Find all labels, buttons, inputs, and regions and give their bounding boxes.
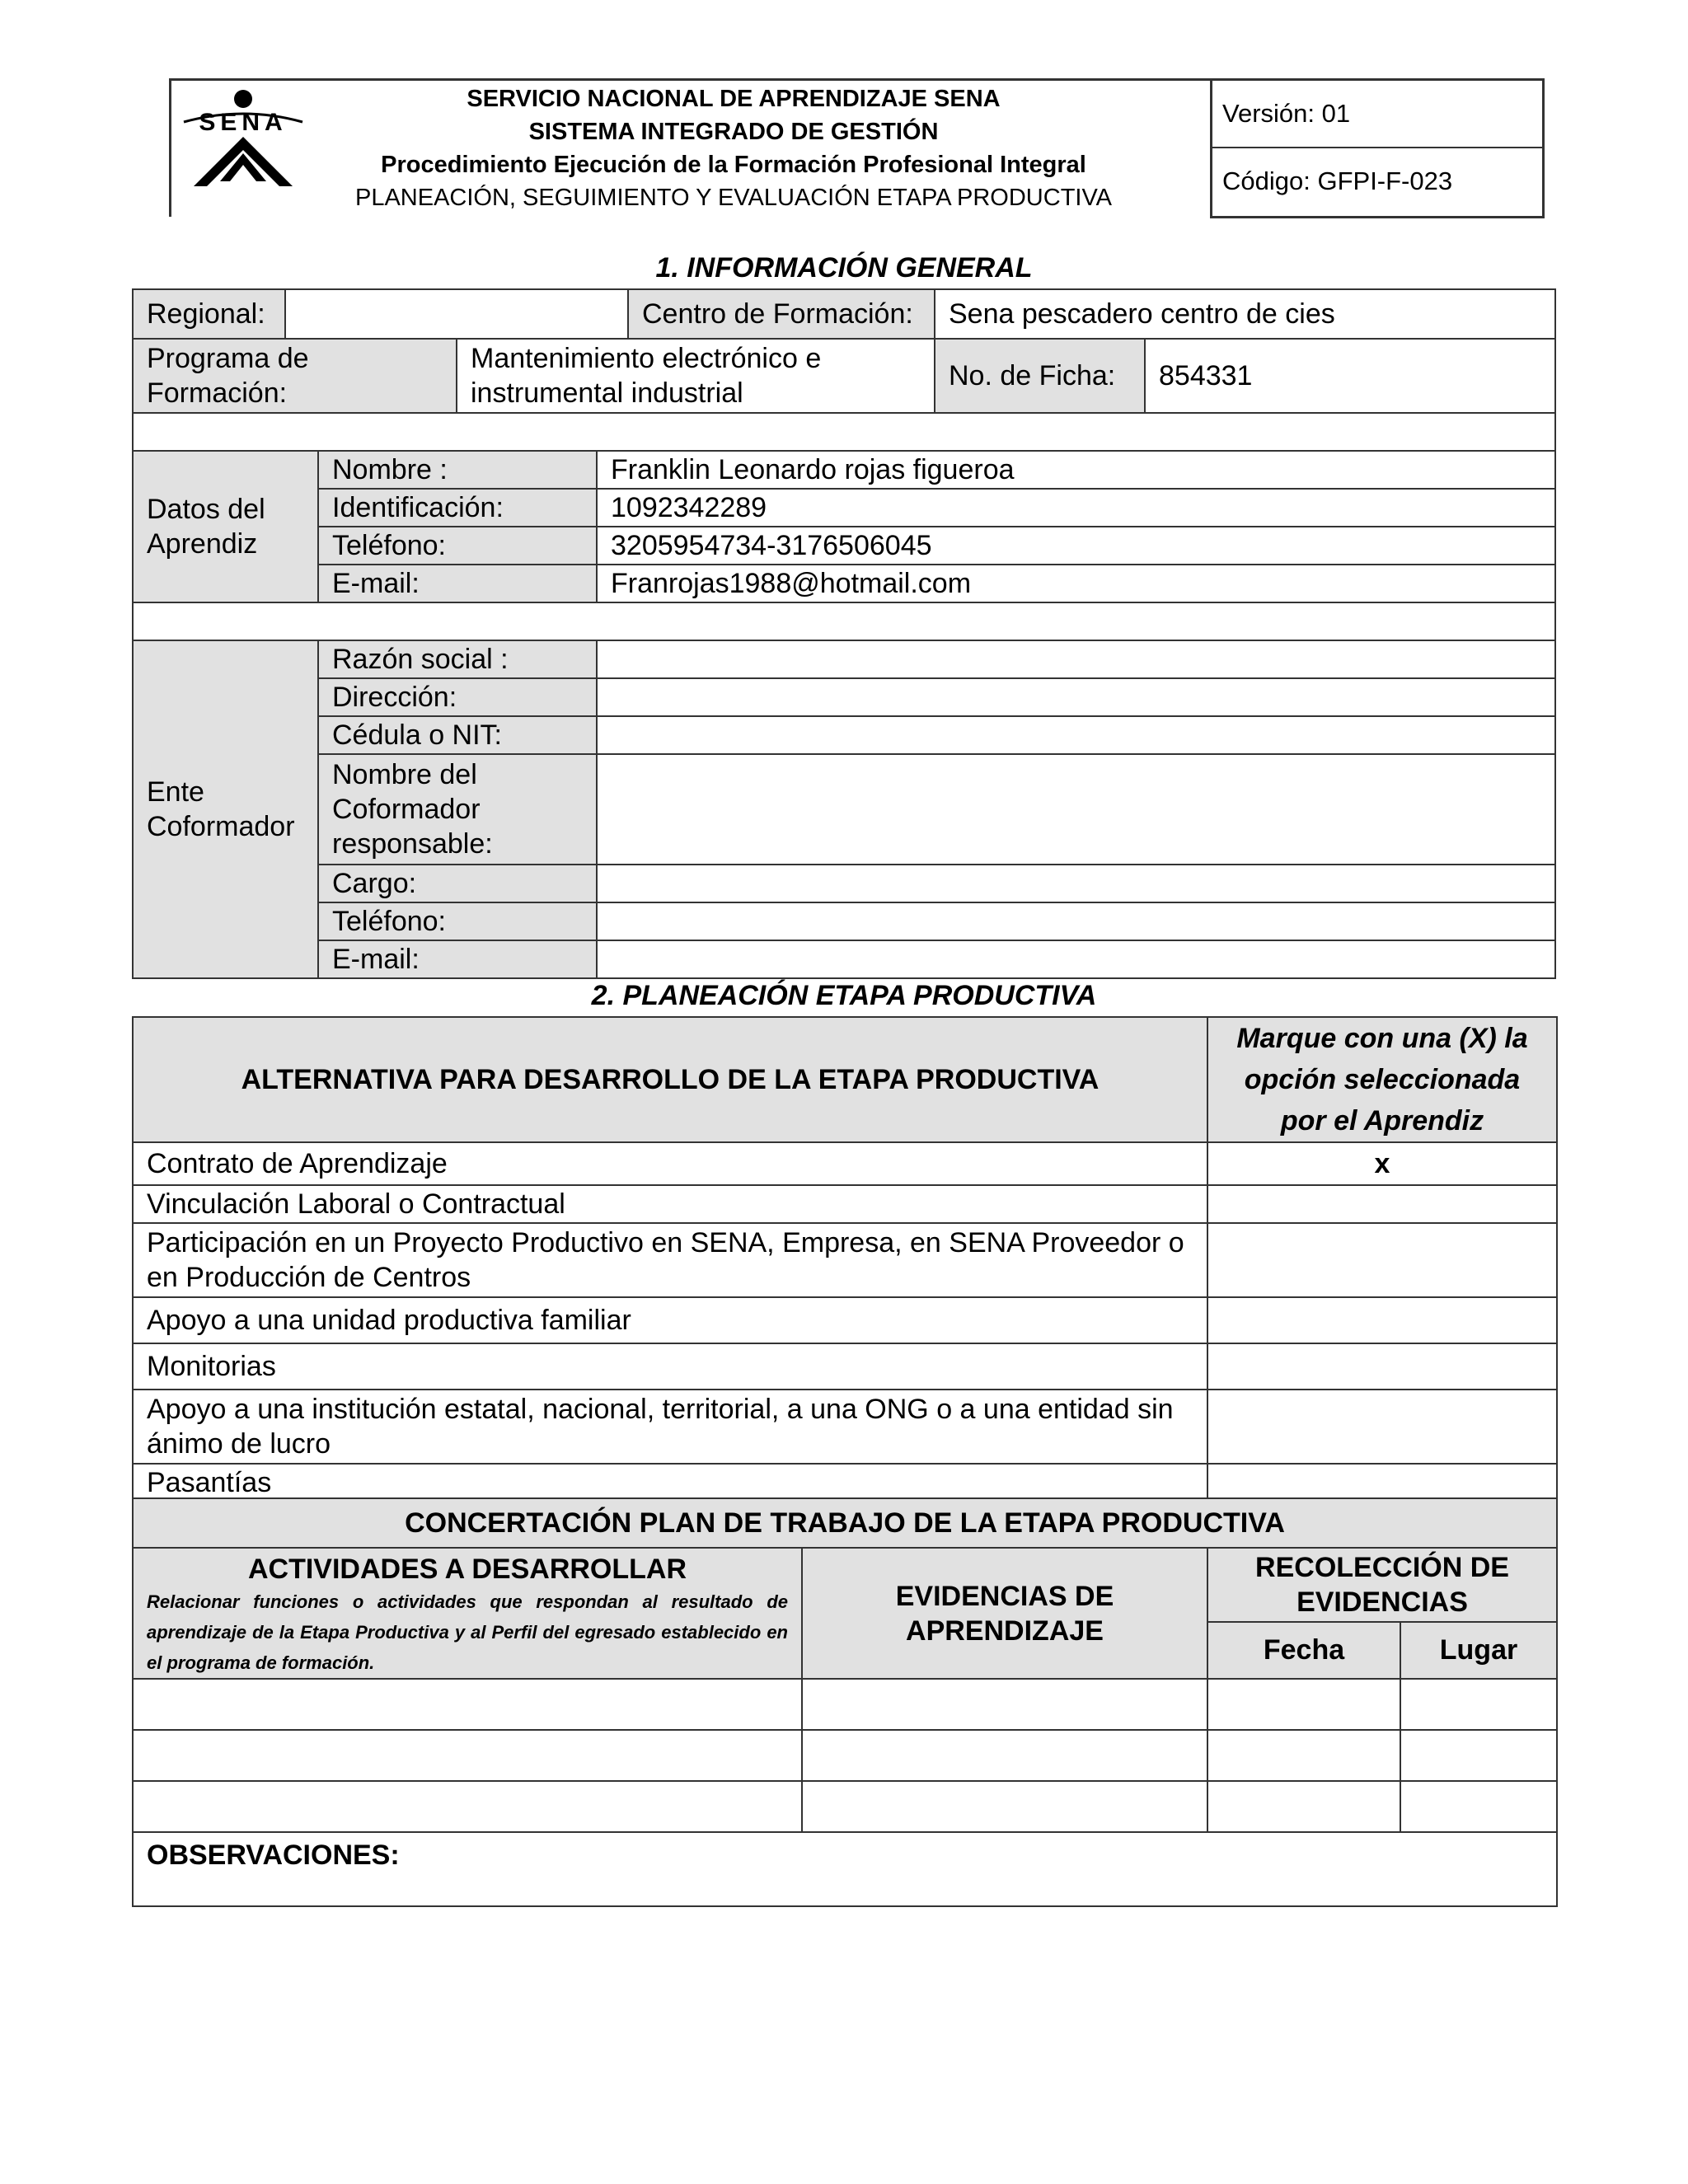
observations-label[interactable]: OBSERVACIONES: (133, 1832, 1557, 1906)
coformador-value[interactable] (597, 754, 1555, 865)
work-plan-table (132, 1497, 1558, 1907)
section1-title: 1. INFORMACIÓN GENERAL (655, 252, 1033, 284)
alternative-label: Apoyo a una institución estatal, nacional, territorial, a una ONG o a una entidad sin ánimo de lucro (133, 1390, 1207, 1464)
alternative-mark[interactable] (1207, 1343, 1557, 1390)
coformador-value[interactable] (597, 716, 1555, 754)
alternative-label: Pasantías (133, 1464, 1207, 1502)
header-line2: SISTEMA INTEGRADO DE GESTIÓN (528, 119, 939, 145)
collection-header: RECOLECCIÓN DE EVIDENCIAS (1207, 1548, 1557, 1622)
evidence-cell[interactable] (802, 1730, 1207, 1781)
general-info-table (132, 288, 1556, 979)
alternative-mark[interactable]: x (1207, 1142, 1557, 1185)
alternative-label: Vinculación Laboral o Contractual (133, 1185, 1207, 1223)
coformador-label: Cédula o NIT: (318, 716, 597, 754)
header-line4: PLANEACIÓN, SEGUIMIENTO Y EVALUACIÓN ETAPA PRODUCTIVA (354, 185, 1113, 211)
aprendiz-label: Nombre : (318, 451, 597, 489)
coformador-value[interactable] (597, 640, 1555, 678)
place-header: Lugar (1400, 1622, 1557, 1679)
alternative-mark[interactable] (1207, 1464, 1557, 1502)
aprendiz-value[interactable]: Franrojas1988@hotmail.com (597, 565, 1555, 602)
coformador-value[interactable] (597, 865, 1555, 902)
aprendiz-value[interactable]: Franklin Leonardo rojas figueroa (597, 451, 1555, 489)
header-line3: Procedimiento Ejecución de la Formación Profesional Integral (381, 152, 1086, 178)
logo-text: SENA (199, 109, 288, 136)
regional-label: Regional: (133, 289, 285, 339)
coformador-value[interactable] (597, 940, 1555, 978)
coformador-label: E-mail: (318, 940, 597, 978)
alternative-label: Participación en un Proyecto Productivo en SENA, Empresa, en SENA Proveedor o en Producción de Centros (133, 1223, 1207, 1297)
date-cell[interactable] (1207, 1730, 1400, 1781)
centro-label: Centro de Formación: (628, 289, 935, 339)
code-text: Código: GFPI-F-023 (1212, 147, 1542, 214)
alternative-header: ALTERNATIVA PARA DESARROLLO DE LA ETAPA PRODUCTIVA (133, 1017, 1207, 1142)
coformador-value[interactable] (597, 902, 1555, 940)
programa-label: Programa de Formación: (133, 339, 457, 413)
date-header: Fecha (1207, 1622, 1400, 1679)
spacer-row (133, 413, 1555, 451)
coformador-label: Teléfono: (318, 902, 597, 940)
centro-value[interactable]: Sena pescadero centro de cies (935, 289, 1555, 339)
coformador-label: Nombre del Coformador responsable: (318, 754, 597, 865)
mark-header: Marque con una (X) la opción seleccionada por el Aprendiz (1207, 1017, 1557, 1142)
activity-cell[interactable] (133, 1781, 802, 1832)
version-text: Versión: 01 (1222, 99, 1351, 128)
activities-header: ACTIVIDADES A DESARROLLAR (247, 1554, 687, 1585)
programa-value[interactable]: Mantenimiento electrónico e instrumental industrial (457, 339, 935, 413)
ficha-label: No. de Ficha: (935, 339, 1145, 413)
ficha-value[interactable]: 854331 (1145, 339, 1555, 413)
date-cell[interactable] (1207, 1781, 1400, 1832)
coformador-label: Razón social : (318, 640, 597, 678)
coformador-value[interactable] (597, 678, 1555, 716)
alternative-mark[interactable] (1207, 1390, 1557, 1464)
aprendiz-label: Teléfono: (318, 527, 597, 565)
aprendiz-value[interactable]: 3205954734-3176506045 (597, 527, 1555, 565)
coformador-group-label: Ente Coformador (133, 640, 318, 978)
alternative-mark[interactable] (1207, 1223, 1557, 1297)
header-line1: SERVICIO NACIONAL DE APRENDIZAJE SENA (467, 86, 1001, 112)
place-cell[interactable] (1400, 1730, 1557, 1781)
regional-value[interactable] (285, 289, 628, 339)
plan-title: CONCERTACIÓN PLAN DE TRABAJO DE LA ETAPA PRODUCTIVA (133, 1498, 1557, 1548)
alternative-label: Contrato de Aprendizaje (133, 1142, 1207, 1185)
spacer-row (133, 602, 1555, 640)
place-cell[interactable] (1400, 1679, 1557, 1730)
coformador-label: Dirección: (318, 678, 597, 716)
evidence-cell[interactable] (802, 1679, 1207, 1730)
place-cell[interactable] (1400, 1781, 1557, 1832)
alternative-mark[interactable] (1207, 1297, 1557, 1343)
section2-title: 2. PLANEACIÓN ETAPA PRODUCTIVA (591, 980, 1097, 1011)
alternative-label: Apoyo a una unidad productiva familiar (133, 1297, 1207, 1343)
aprendiz-value[interactable]: 1092342289 (597, 489, 1555, 527)
coformador-label: Cargo: (318, 865, 597, 902)
header-titles (272, 82, 1195, 214)
alternative-label: Monitorias (133, 1343, 1207, 1390)
alternatives-table (132, 1016, 1558, 1502)
activities-header-cell (133, 1548, 802, 1679)
activities-note: Relacionar funciones o actividades que respondan al resultado de aprendizaje de la Etapa Productiva y al Perfil del egresado establecido en el programa de formación. (147, 1591, 788, 1673)
evidence-cell[interactable] (802, 1781, 1207, 1832)
activity-cell[interactable] (133, 1730, 802, 1781)
evidence-header: EVIDENCIAS DE APRENDIZAJE (802, 1548, 1207, 1679)
aprendiz-label: Identificación: (318, 489, 597, 527)
activity-cell[interactable] (133, 1679, 802, 1730)
alternative-mark[interactable] (1207, 1185, 1557, 1223)
aprendiz-label: E-mail: (318, 565, 597, 602)
header-version-box (1210, 78, 1545, 218)
date-cell[interactable] (1207, 1679, 1400, 1730)
aprendiz-group-label: Datos del Aprendiz (133, 451, 318, 602)
